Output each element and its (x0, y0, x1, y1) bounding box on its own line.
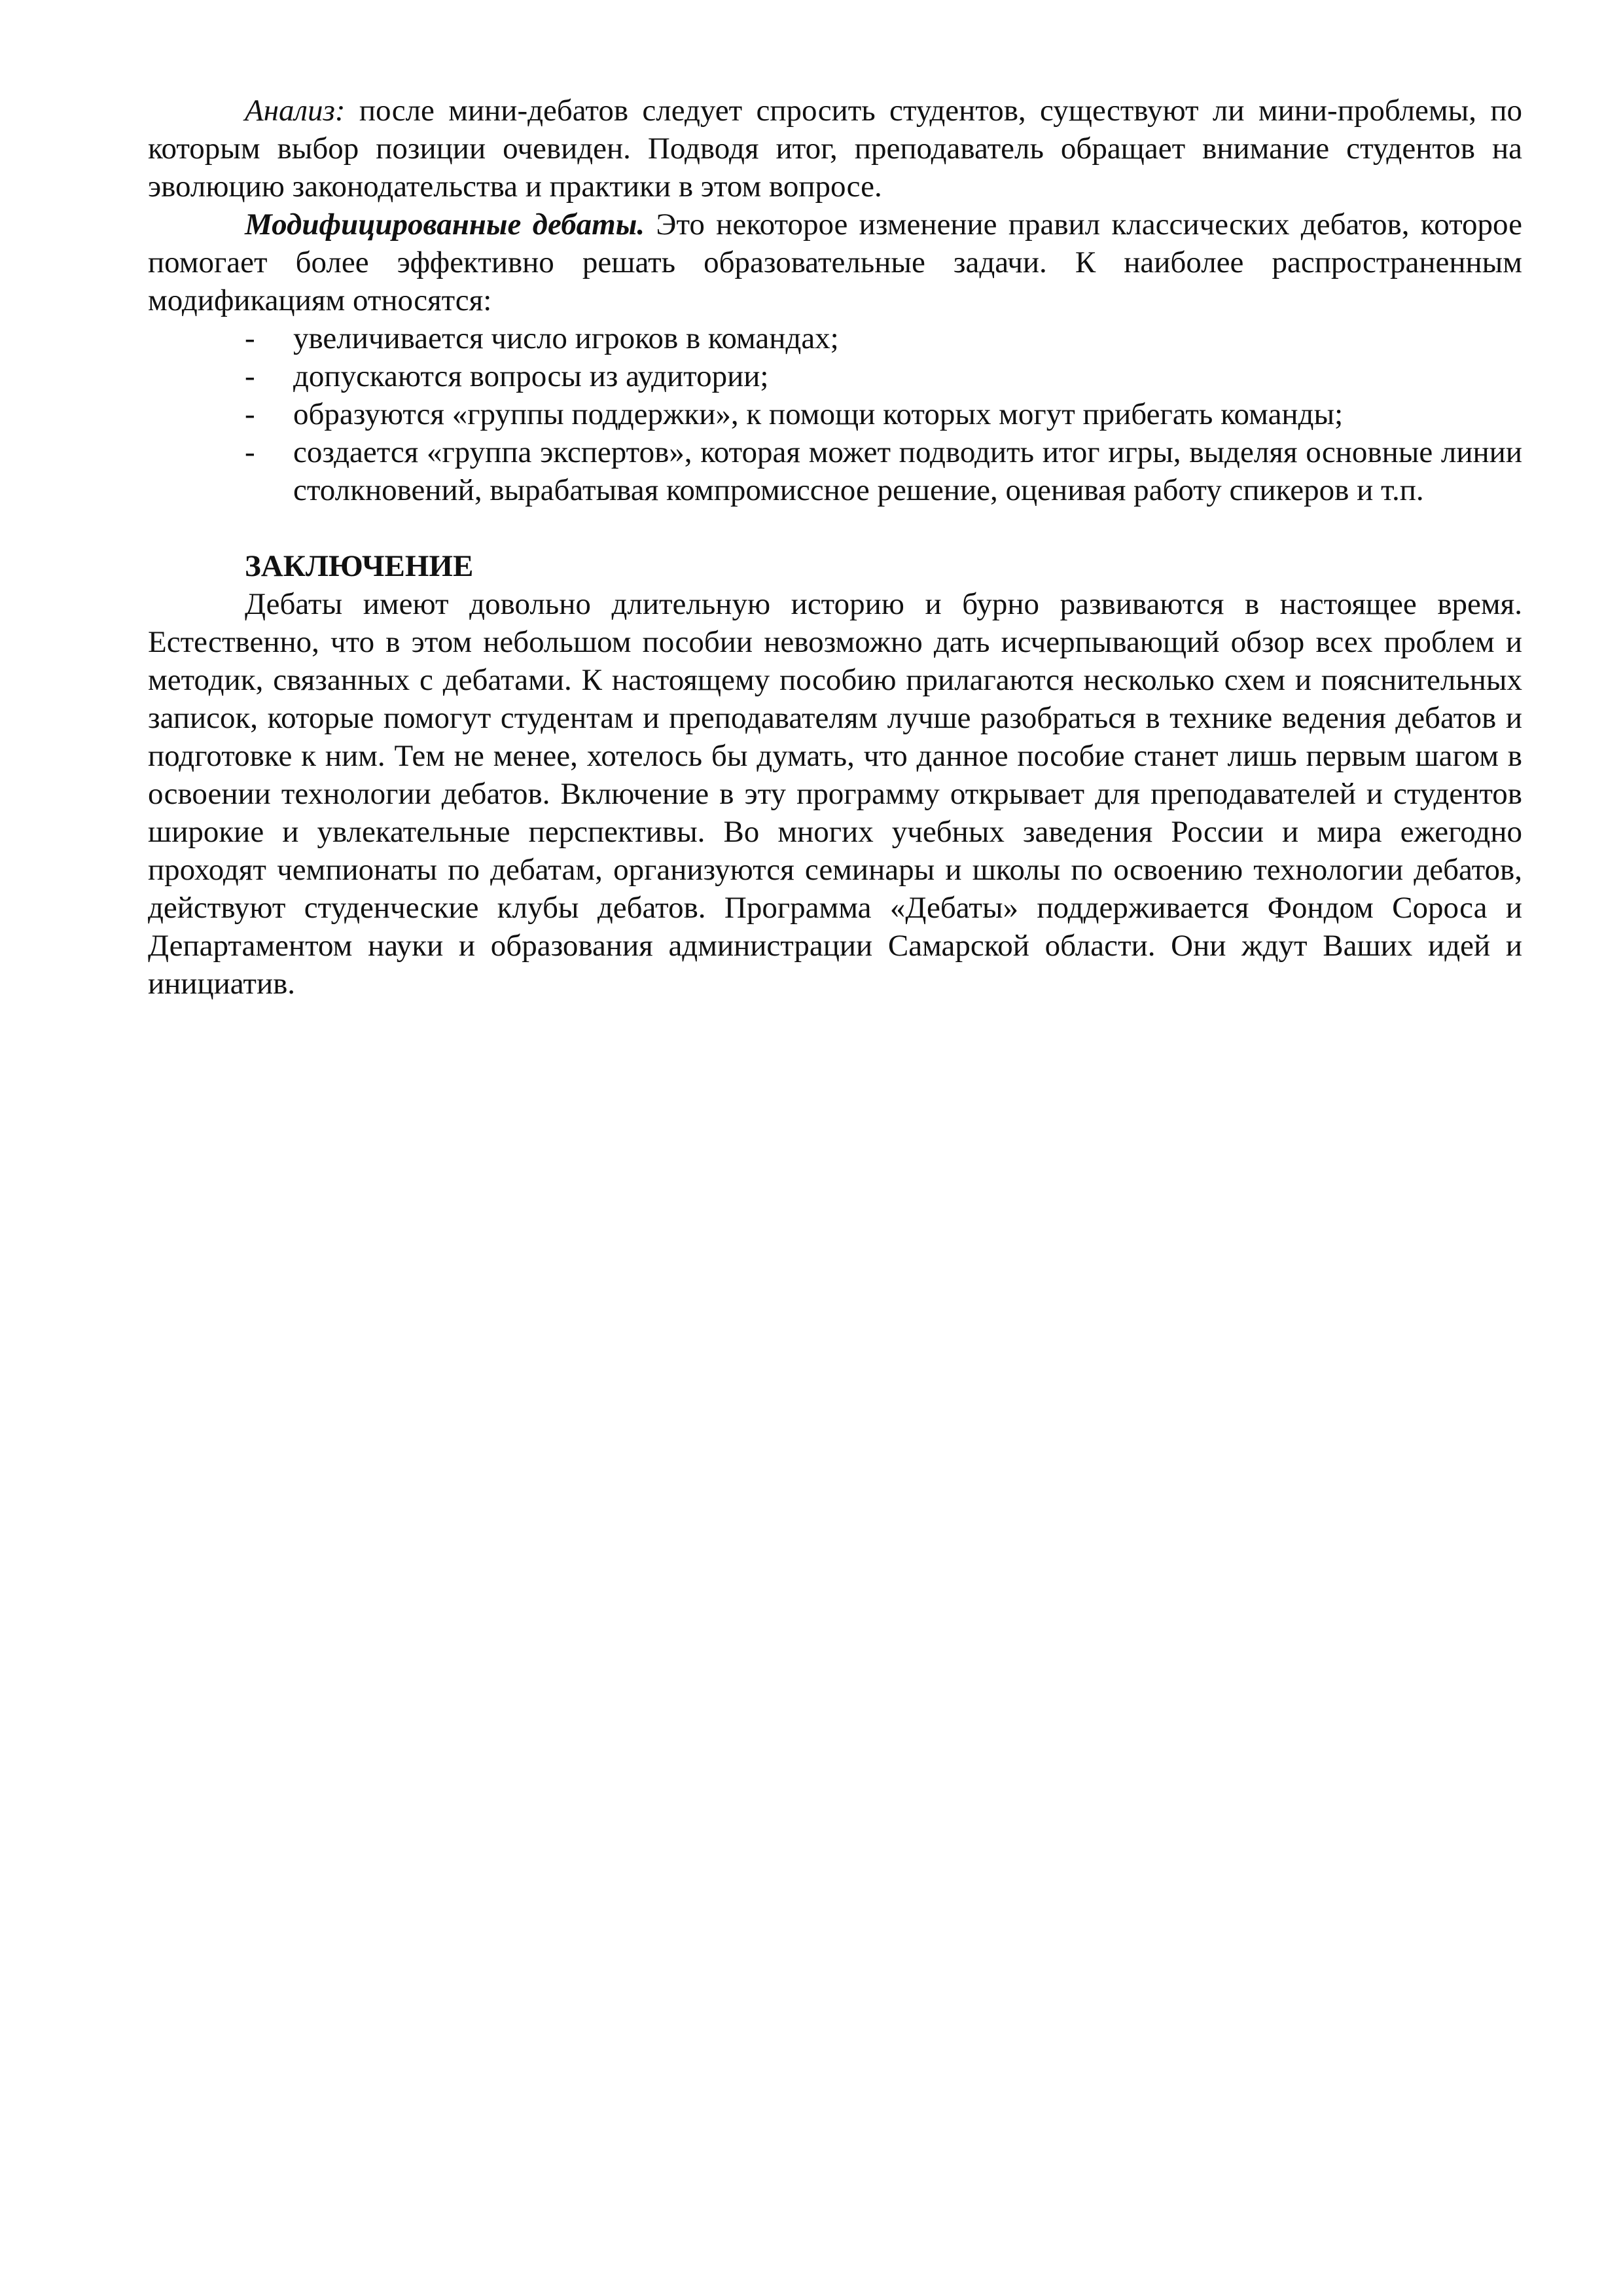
document-page (148, 92, 1522, 1003)
list-item-text: допускаются вопросы из аудитории; (293, 359, 769, 393)
modified-debates-paragraph (148, 206, 1522, 319)
list-item-text: увеличивается число игроков в командах; (293, 321, 839, 355)
dash-marker: - (245, 359, 255, 393)
list-item (148, 357, 1522, 395)
list-item-text: образуются «группы поддержки», к помощи которых могут прибегать команды; (293, 397, 1344, 431)
list-item (148, 433, 1522, 509)
list-item (148, 319, 1522, 357)
dash-marker: - (245, 435, 255, 469)
analysis-text: после мини-дебатов следует спросить студентов, существуют ли мини-проблемы, по которым выбор позиции очевиден. Подводя итог, преподаватель обращает внимание студентов на эволюцию законодательства и практики в этом вопросе. (148, 94, 1522, 204)
analysis-lead: Анализ: (245, 94, 346, 128)
list-item (148, 395, 1522, 433)
modifications-list (148, 319, 1522, 509)
conclusion-heading: ЗАКЛЮЧЕНИЕ (245, 549, 474, 583)
modified-debates-lead: Модифицированные дебаты. (245, 207, 645, 242)
conclusion-paragraph: Дебаты имеют довольно длительную историю и бурно развиваются в настоящее время. Естественно, что в этом небольшом пособии невозможно дать исчерпывающий обзор всех проблем и методик, связанных с дебатами. К настоящему пособию прилагаются несколько схем и пояснительных записок, которые помогут студентам и преподавателям лучше разобраться в технике ведения дебатов и подготовке к ним. Тем не менее, хотелось бы думать, что данное пособие станет лишь первым шагом в освоении технологии дебатов. Включение в эту программу открывает для преподавателей и студентов широкие и увлекательные перспективы. Во многих учебных заведения России и мира ежегодно проходят чемпионаты по дебатам, организуются семинары и школы по освоению технологии дебатов, действуют студенческие клубы дебатов. Программа «Дебаты» поддерживается Фондом Сороса и Департаментом науки и образования администрации Самарской области. Они ждут Ваших идей и инициатив. (148, 587, 1522, 1001)
analysis-paragraph (148, 92, 1522, 206)
modified-debates-text: Это некоторое изменение правил классических дебатов, которое помогает более эффективно решать образовательные задачи. К наиболее распространенным модификациям относятся: (148, 207, 1522, 317)
list-item-text: создается «группа экспертов», которая может подводить итог игры, выделяя основные линии столкновений, вырабатывая компромиссное решение, оценивая работу спикеров и т.п. (293, 435, 1522, 507)
dash-marker: - (245, 397, 255, 431)
dash-marker: - (245, 321, 255, 355)
